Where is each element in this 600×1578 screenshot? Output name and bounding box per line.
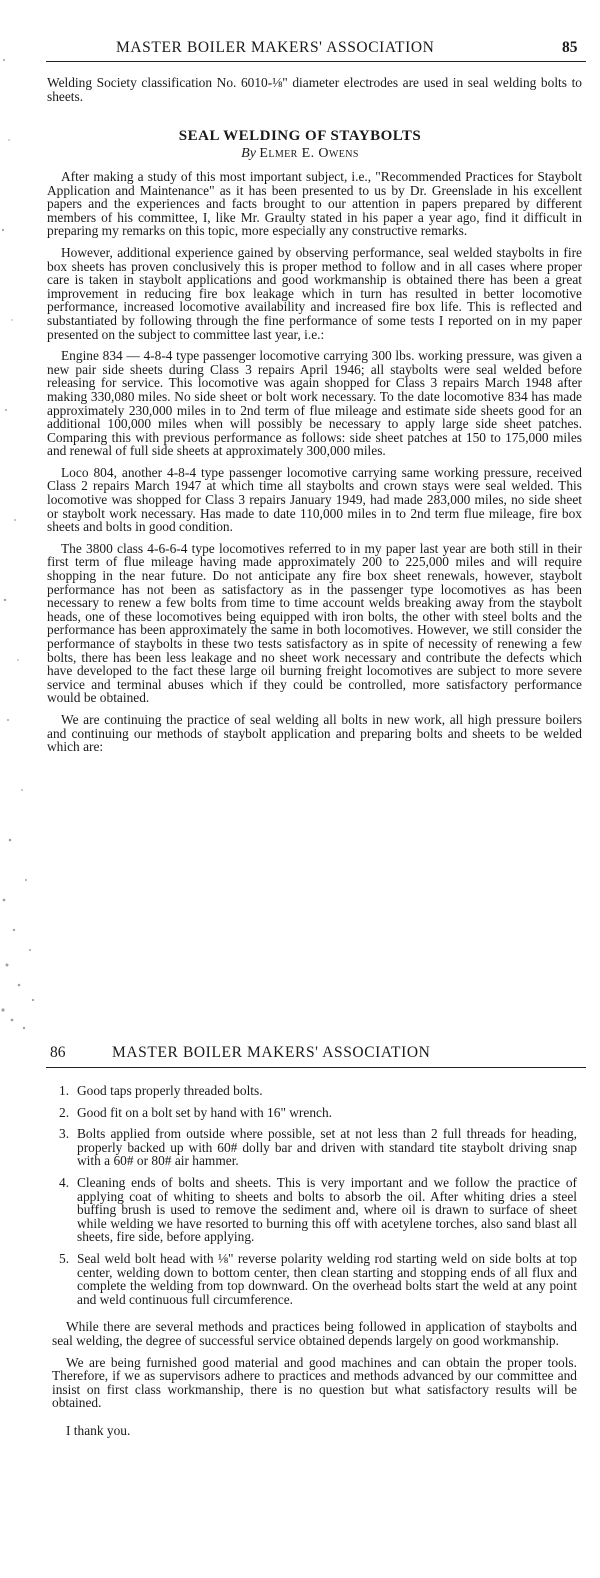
page-number: 85: [562, 39, 578, 56]
byline: [0, 146, 600, 162]
running-head: MASTER BOILER MAKERS' ASSOCIATION: [116, 39, 435, 56]
paragraph: We are being furnished good material and good machines and can obtain the proper tools. Therefore, if we as supervisors adhere to practices and methods advanced by our committee and insist on first class workmanship, there is no question but what satisfactory results will be obtained.: [52, 1354, 577, 1411]
closing-line: I thank you.: [66, 1422, 131, 1438]
list-number: 1.: [59, 1083, 70, 1098]
paragraph: Engine 834 — 4-8-4 type passenger locomotive carrying 300 lbs. working pressure, was given a new pair side sheets during Class 3 repairs April 1946; all staybolts were seal welded before releasing for service. This locomotive was again shopped for Class 3 repairs March 1948 after making 330,080 miles. No side sheet or bolt work necessary. To the date locomotive 834 has made approximately 230,000 miles in to 2nd term of flue mileage and estimate side sheets good for an additional 100,000 miles when will possibly be necessary to apply large side sheet patches. Comparing this with previous performance as follows: side sheet patches at 150 to 175,000 miles and renewal of full side sheets at approximately 300,000 miles.: [47, 348, 582, 459]
list-text: Good taps properly threaded bolts.: [77, 1083, 263, 1098]
list-text: Seal weld bolt head with ⅛" reverse polarity welding rod starting weld on side bolts at top center, welding down to bottom center, then clean starting and stopping ends of all flux and complete the welding from top downward. On the overhead bolts start the weld at any point and weld continuous full circumference.: [77, 1250, 577, 1307]
byline-prefix: By: [241, 146, 256, 161]
header-rule: [46, 61, 586, 62]
paragraph: Loco 804, another 4-8-4 type passenger locomotive carrying same working pressure, received Class 2 repairs March 1947 at which time all staybolts and crown stays were seal welded. This locomotive was shopped for Class 3 repairs January 1949, had made 283,000 miles, no side sheet or staybolt work necessary. Has made to date 110,000 miles in to 2nd term flue mileage, fire box sheets and bolts in good condition.: [47, 464, 582, 535]
article-title: SEAL WELDING OF STAYBOLTS: [178, 128, 422, 144]
list-item: [52, 1252, 577, 1306]
list-number: 4.: [59, 1174, 70, 1190]
steps-block: [52, 1084, 577, 1445]
article-body: [47, 170, 582, 762]
opening-paragraph: Welding Society classification No. 6010-⅛" diameter electrodes are used in seal welding bolts to sheets.: [47, 75, 582, 104]
list-item: [52, 1127, 577, 1168]
numbered-list: [52, 1084, 577, 1306]
paragraph: We are continuing the practice of seal welding all bolts in new work, all high pressure boilers and continuing our methods of staybolt application and preparing bolts and sheets to be welded which are:: [47, 711, 582, 755]
opening-paragraph-block: [47, 76, 582, 111]
paragraph: However, additional experience gained by observing performance, seal welded staybolts in fire box sheets has proven conclusively this is proper method to follow and in all cases where proper care is taken in staybolt applications and good workmanship is obtained there has been a great improvement in reducing fire box leakage which in turn has resulted in better locomotive performance, increased locomotive availability and increased fire box life. This is reflected and substantiated by following through the fine performance of some tests I reported on in my paper presented on the subject to committee last year, i.e.:: [47, 244, 582, 342]
list-number: 2.: [59, 1104, 70, 1120]
header-rule: [46, 1067, 586, 1068]
paragraph: The 3800 class 4-6-6-4 type locomotives referred to in my paper last year are both still in their first term of flue mileage having made approximately 200 to 225,000 miles and will require shopping in the near future. Do not anticipate any fire box sheet renewals, however, staybolt performance has not been as satisfactory as in the passenger type locomotives as has been necessary to renew a few bolts from time to time account welds breaking away from the staybolt heads, one of these locomotives being equipped with iron bolts, the other with steel bolts and the performance has been approximately the same in both locomotives. However, we still consider the performance of staybolts in these two tests satisfactory as in spite of necessity of renewing a few bolts, there has been less leakage and no sheet work necessary and contribute the defects which have developed to the fact these large oil burning freight locomotives are subject to more severe service and terminal abuses which if they could be controlled, more satisfactory performance would be obtained.: [47, 540, 582, 706]
page-number: 86: [50, 1044, 66, 1061]
list-number: 5.: [59, 1250, 70, 1266]
list-text: Bolts applied from outside where possible, set at not less than 2 full threads for heading, properly backed up with 60# dolly bar and driven with standard tite staybolt driving snap with a 60# or 80# air hammer.: [77, 1126, 577, 1169]
list-text: Good fit on a bolt set by hand with 16" wrench.: [77, 1104, 333, 1120]
page-86: [0, 1040, 600, 1578]
paragraph: While there are several methods and practices being followed in application of staybolts and seal welding, the degree of successful service obtained depends largely on good workmanship.: [52, 1319, 577, 1348]
list-text: Cleaning ends of bolts and sheets. This is very important and we follow the practice of applying coat of whiting to sheets and bolts to absorb the oil. After whiting dries a steel buffing brush is used to remove the sediment and, where oil is drawn to surface of sheet while welding we have resorted to burning this off with acetylene torches, also sand blast all sheets, fire side, before applying.: [77, 1174, 577, 1245]
list-item: [52, 1176, 577, 1244]
list-number: 3.: [59, 1126, 70, 1142]
paragraph: After making a study of this most important subject, i.e., "Recommended Practices for Staybolt Application and Maintenance" as it has been presented to us by Dr. Greenslade in his excellent papers and the experiences and facts brought to our attention in papers prepared by different members of his committee, I, like Mr. Graulty stated in his paper a year ago, find it difficult in preparing my remarks on this topic, more especially any constructive remarks.: [47, 169, 582, 239]
running-head: MASTER BOILER MAKERS' ASSOCIATION: [112, 1044, 431, 1061]
list-item: [52, 1084, 577, 1098]
author-name: Elmer E. Owens: [259, 146, 359, 161]
list-item: [52, 1106, 577, 1120]
